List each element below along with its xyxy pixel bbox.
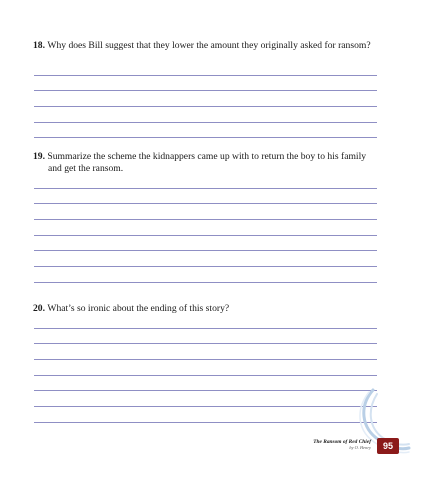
question-20-number: 20. [33,303,45,314]
footer-citation [313,439,371,450]
answer-line[interactable] [34,189,377,205]
question-20-text: What’s so ironic about the ending of this story? [47,303,230,314]
question-19-text: Summarize the scheme the kidnappers came up with to return the boy to his family and get the ransom. [47,151,367,174]
footer-book-title: The Ransom of Red Chief [313,439,371,445]
answer-line[interactable] [34,204,377,220]
answer-line[interactable] [34,107,377,123]
answer-line[interactable] [34,236,377,252]
answer-line[interactable] [34,251,377,267]
answer-line[interactable] [34,313,377,329]
question-18 [33,40,378,52]
question-18-text: Why does Bill suggest that they lower the amount they originally asked for ransom? [47,40,371,51]
answer-line[interactable] [34,329,377,345]
answer-lines-19[interactable] [34,173,377,283]
question-19-number: 19. [33,151,45,162]
answer-line[interactable] [34,344,377,360]
answer-line[interactable] [34,173,377,189]
question-19 [33,151,378,175]
page-footer [271,388,411,458]
answer-line[interactable] [34,360,377,376]
answer-lines-18[interactable] [34,60,377,138]
answer-line[interactable] [34,60,377,76]
answer-line[interactable] [34,123,377,139]
answer-line[interactable] [34,91,377,107]
footer-author: by O. Henry [349,445,371,450]
question-18-prompt [33,40,378,52]
answer-line[interactable] [34,220,377,236]
answer-line[interactable] [34,76,377,92]
page-number-badge: 95 [377,438,399,454]
question-19-prompt [33,151,378,175]
question-18-number: 18. [33,40,45,51]
answer-line[interactable] [34,267,377,283]
